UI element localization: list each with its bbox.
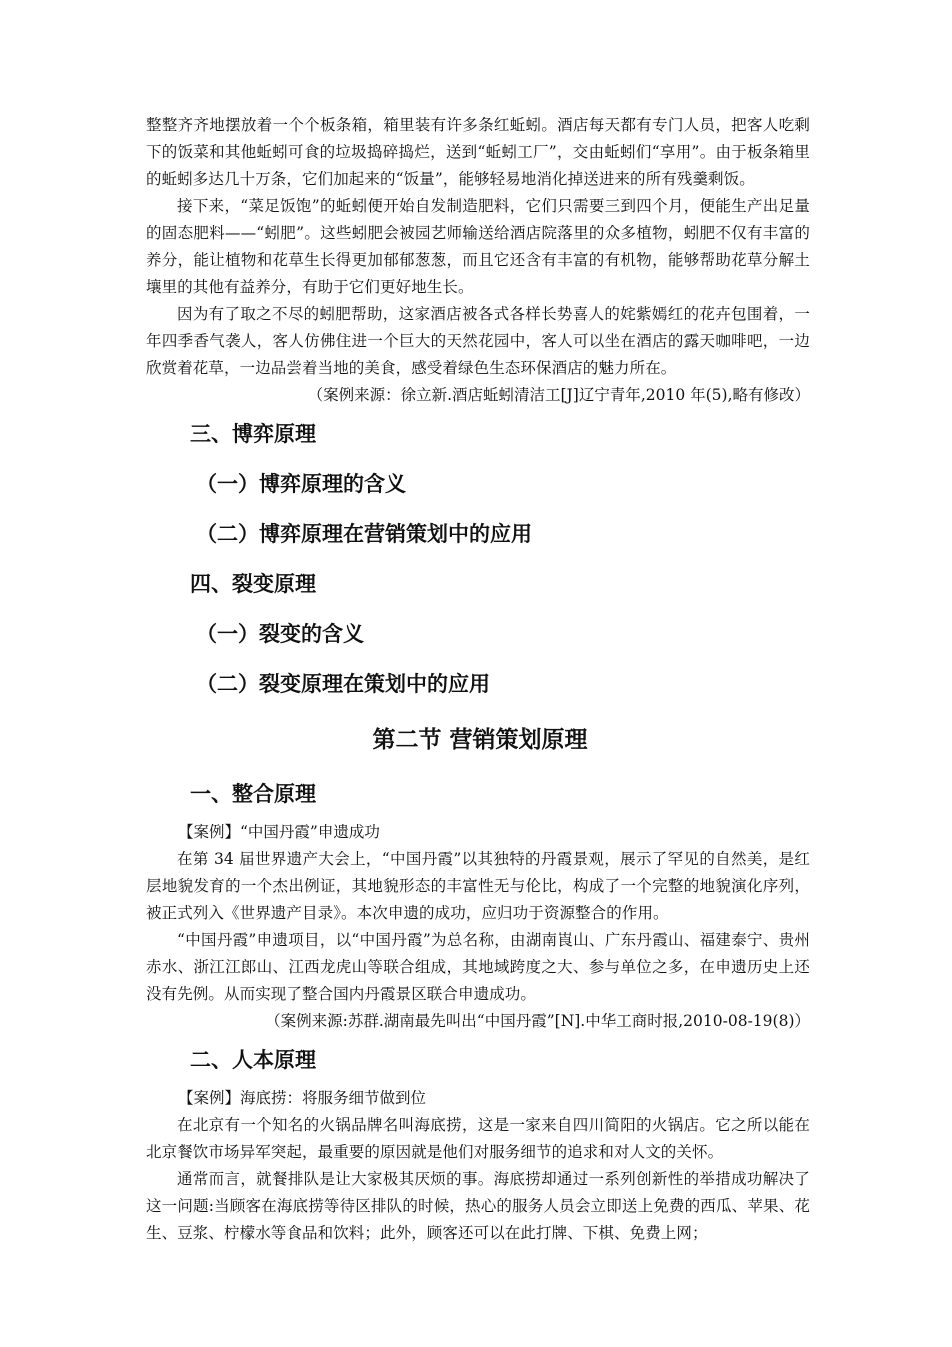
subheading-game-meaning: （一）博弈原理的含义 — [196, 471, 406, 496]
heading-integration-principle: 一、整合原理 — [190, 781, 316, 806]
paragraph: 接下来，“菜足饭饱”的蚯蚓便开始自发制造肥料，它们只需要三到四个月，便能生产出足量的固态肥料——“蚓肥”。这些蚓肥会被园艺师输送给酒店院落里的众多植物，蚓肥不仅有丰富的养分，能让植物和花草生长得更加郁郁葱葱，而且它还含有丰富的有机物，能够帮助花草分解土壤里的其他有益养分，有助于它们更好地生长。 — [146, 197, 810, 296]
paragraph: 在第 34 届世界遗产大会上，“中国丹霞”以其独特的丹霞景观，展示了罕见的自然美，是红层地貌发育的一个杰出例证，其地貌形态的丰富性无与伦比，构成了一个完整的地貌演化序列，被正式列入《世界遗产目录》。本次申遗的成功，应归功于资源整合的作用。 — [146, 850, 810, 922]
paragraph: 因为有了取之不尽的蚓肥帮助，这家酒店被各式各样长势喜人的姹紫嫣红的花卉包围着，一年四季香气袭人，客人仿佛住进一个巨大的天然花园中，客人可以坐在酒店的露天咖啡吧，一边欣赏着花草，一边品尝着当地的美食，感受着绿色生态环保酒店的魅力所在。 — [146, 305, 810, 377]
document-page — [146, 112, 810, 1247]
heading-fission-principle: 四、裂变原理 — [190, 571, 316, 596]
paragraph: 在北京有一个知名的火锅品牌名叫海底捞，这是一家来自四川简阳的火锅店。它之所以能在北京餐饮市场异军突起，最重要的原因就是他们对服务细节的追求和对人文的关怀。 — [146, 1116, 810, 1161]
subheading-fission-meaning: （一）裂变的含义 — [196, 621, 364, 646]
heading-people-principle: 二、人本原理 — [190, 1047, 316, 1072]
section-title: 第二节 营销策划原理 — [372, 726, 588, 753]
subheading-game-application: （二）博弈原理在营销策划中的应用 — [196, 521, 532, 546]
paragraph: 通常而言，就餐排队是让大家极其厌烦的事。海底捞却通过一系列创新性的举措成功解决了这一问题:当顾客在海底捞等待区排队的时候，热心的服务人员会立即送上免费的西瓜、苹果、花生、豆浆、柠檬水等食品和饮料；此外，顾客还可以在此打牌、下棋、免费上网； — [146, 1170, 810, 1242]
heading-game-principle: 三、博弈原理 — [190, 421, 316, 446]
case-label: 【案例】“中国丹霞”申遗成功 — [178, 823, 380, 841]
paragraph: 整整齐齐地摆放着一个个板条箱，箱里装有许多条红蚯蚓。酒店每天都有专门人员，把客人吃剩下的饭菜和其他蚯蚓可食的垃圾捣碎捣烂，送到“蚯蚓工厂”，交由蚯蚓们“享用”。由于板条箱里的蚯蚓多达几十万条，它们加起来的“饭量”，能够轻易地消化掉送进来的所有残羹剩饭。 — [146, 116, 810, 188]
case-label: 【案例】海底捞：将服务细节做到位 — [178, 1089, 427, 1107]
subheading-fission-application: （二）裂变原理在策划中的应用 — [196, 671, 490, 696]
case-source: （案例来源:苏群.湖南最先叫出“中国丹霞”[N].中华工商时报,2010-08-19(8)） — [265, 1012, 810, 1030]
paragraph: “中国丹霞”申遗项目，以“中国丹霞”为总名称，由湖南崀山、广东丹霞山、福建泰宁、贵州赤水、浙江江郎山、江西龙虎山等联合组成，其地域跨度之大、参与单位之多，在申遗历史上还没有先例。从而实现了整合国内丹霞景区联合申遗成功。 — [146, 931, 810, 1003]
case-source: （案例来源：徐立新.酒店蚯蚓清洁工[J]辽宁青年,2010 年(5),略有修改） — [307, 386, 810, 404]
